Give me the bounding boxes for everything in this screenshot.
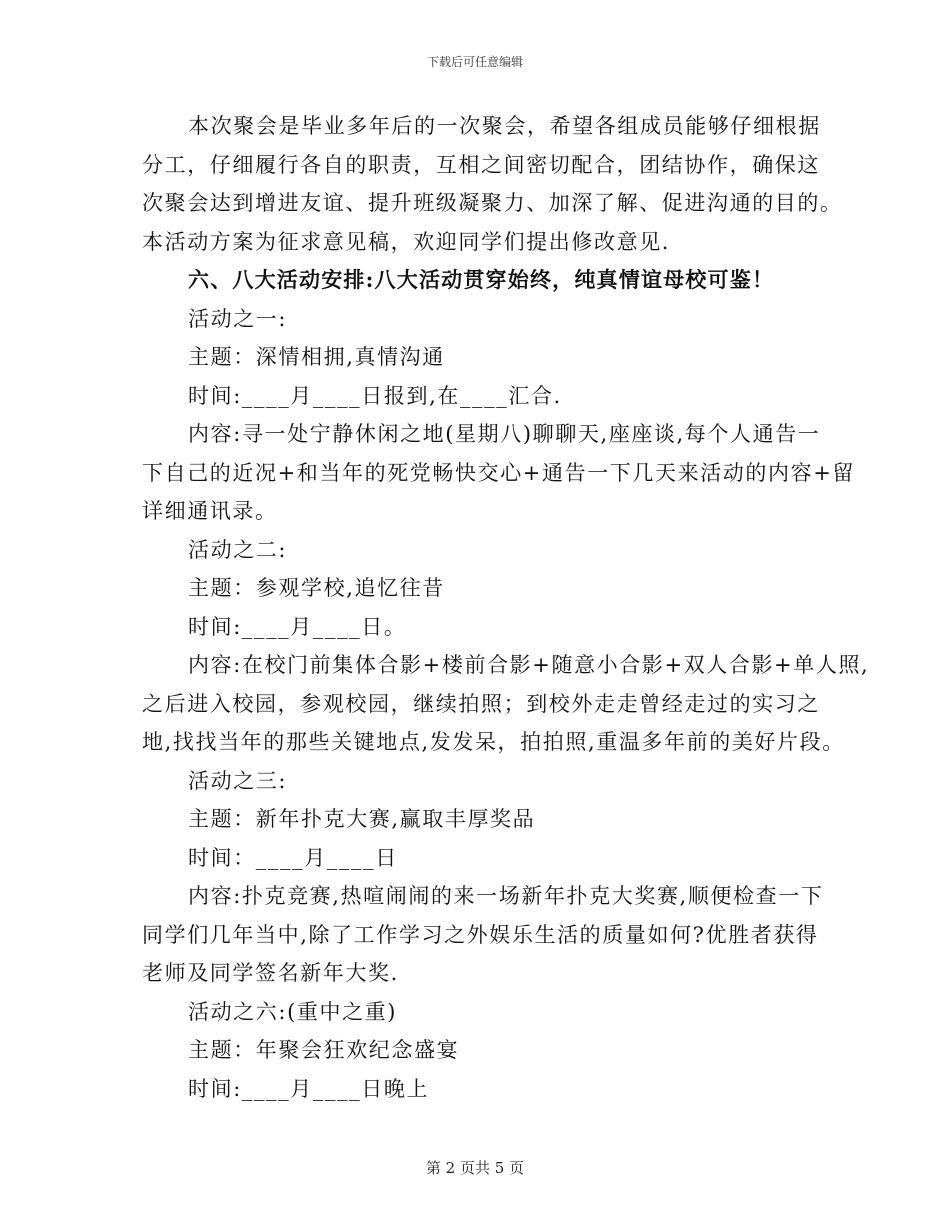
activity-content-line: 详细通讯录。: [142, 499, 278, 523]
activity-theme: 主题：深情相拥,真情沟通: [188, 345, 445, 369]
activity-content-line: 内容:在校门前集体合影+楼前合影+随意小合影+双人合影+单人照,: [188, 653, 870, 677]
activity-title: 活动之三:: [188, 768, 288, 793]
activity-content-line: 地,找找当年的那些关键地点,发发呆，拍拍照,重温多年前的美好片段。: [142, 730, 845, 754]
activity-time: 时间:____月____日。: [188, 614, 407, 639]
activity-time: 时间:____月____日报到,在____汇合.: [188, 383, 562, 408]
activity-theme: 主题：年聚会狂欢纪念盛宴: [188, 1038, 460, 1062]
activity-content-line: 之后进入校园，参观校园，继续拍照；到校外走走曾经走过的实习之: [142, 691, 820, 716]
section-heading: 六、八大活动安排:八大活动贯穿始终，纯真情谊母校可鉴！: [188, 267, 775, 292]
activity-content-line: 内容:寻一处宁静休闲之地(星期八)聊聊天,座座谈,每个人通告一: [188, 422, 821, 446]
paragraph-line: 本活动方案为征求意见稿，欢迎同学们提出修改意见.: [142, 229, 671, 254]
activity-content-line: 同学们几年当中,除了工作学习之外娱乐生活的质量如何?优胜者获得: [142, 922, 819, 947]
activity-theme: 主题：参观学校,追忆往昔: [188, 576, 445, 600]
activity-time: 时间：____月____日: [188, 845, 398, 870]
activity-title: 活动之六:(重中之重): [188, 999, 398, 1024]
activity-title: 活动之二:: [188, 537, 288, 562]
page-header: 下载后可任意编辑: [426, 55, 523, 69]
activity-content-line: 老师及同学签名新年大奖.: [142, 961, 399, 985]
paragraph-line: 分工，仔细履行各自的职责，互相之间密切配合，团结协作，确保这: [142, 152, 820, 177]
page-footer: 第 2 页共 5 页: [425, 1159, 525, 1177]
page-body: [142, 107, 870, 1108]
activity-title: 活动之一:: [188, 306, 288, 331]
paragraph-line: 本次聚会是毕业多年后的一次聚会，希望各组成员能够仔细根据: [188, 114, 821, 138]
activity-content-line: 下自己的近况+和当年的死党畅快交心+通告一下几天来活动的内容+留: [142, 460, 855, 485]
paragraph-line: 次聚会达到增进友谊、提升班级凝聚力、加深了解、促进沟通的目的。: [142, 191, 843, 215]
activity-theme: 主题：新年扑克大赛,赢取丰厚奖品: [188, 807, 536, 831]
activity-time: 时间:____月____日晚上: [188, 1076, 430, 1101]
activity-content-line: 内容:扑克竞赛,热喧闹闹的来一场新年扑克大奖赛,顺便检查一下: [188, 884, 824, 908]
